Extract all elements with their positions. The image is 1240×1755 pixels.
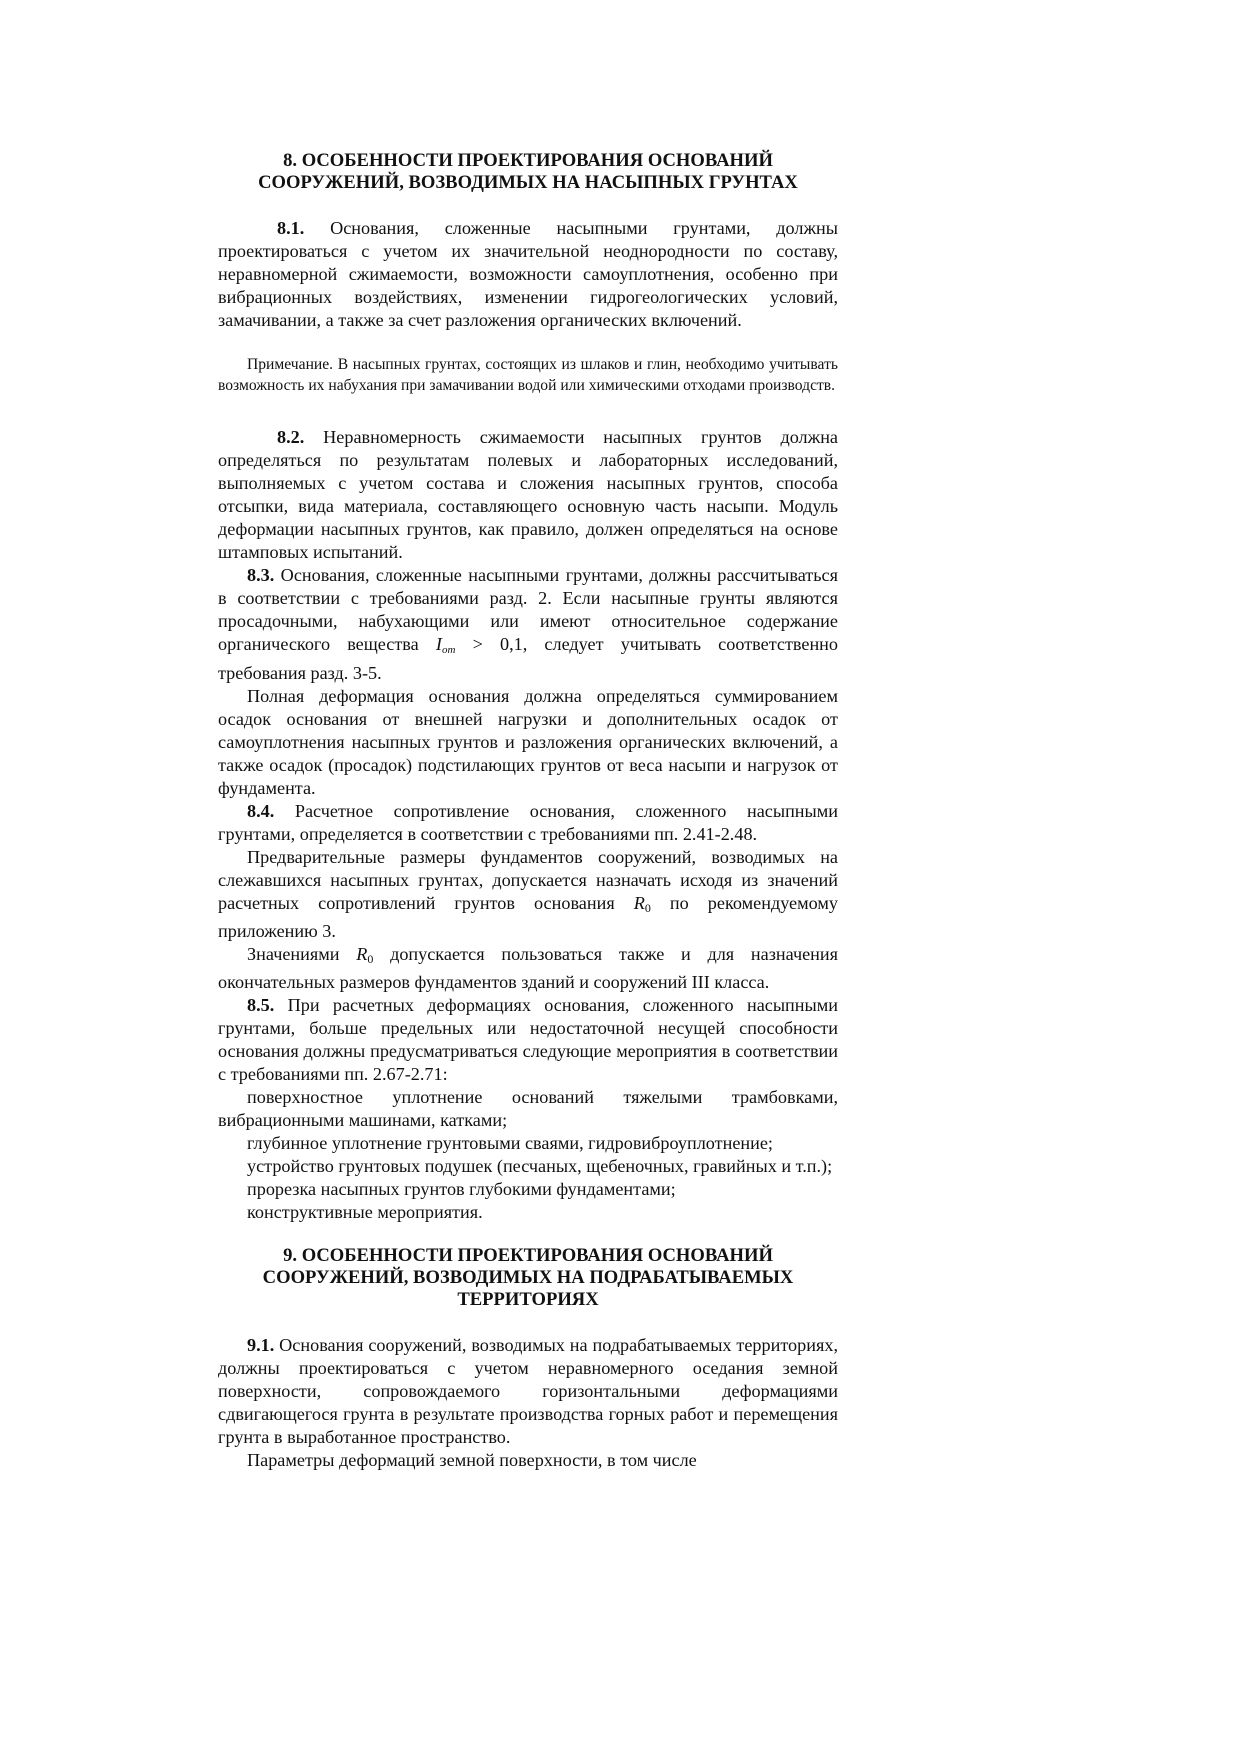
clause-text: Основания, сложенные насыпными грунтами, должны проектироваться с учетом их значительной неоднородности по составу, неравномерной сжимаемости, возможности самоуплотнения, особенно при вибрационных воздействиях, изменении гидрогеологических условий, замачивании, а также за счет разложения органических включений.	[218, 218, 838, 330]
clause-text: Неравномерность сжимаемости насыпных грунтов должна определяться по результатам полевых и лабораторных исследований, выполняемых с учетом состава и сложения насыпных грунтов, способа отсыпки, вида материала, составляющего основную часть насыпи. Модуль деформации насыпных грунтов, как правило, должен определяться на основе штамповых испытаний.	[218, 427, 838, 562]
clause-text: Расчетное сопротивление основания, сложенного насыпными грунтами, определяется в соответствии с требованиями пп. 2.41-2.48.	[218, 801, 838, 844]
variable-subscript: 0	[644, 901, 651, 915]
note-paragraph: Примечание. В насыпных грунтах, состоящих из шлаков и глин, необходимо учитывать возможность их набухания при замачивании водой или химическими отходами производств.	[218, 356, 838, 394]
paragraph-9-1-continued: Параметры деформаций земной поверхности, в том числе	[247, 1450, 697, 1470]
clause-text: > 0,1, следует учитывать соответственно требования разд. 3-5.	[218, 634, 839, 683]
measure-item: поверхностное уплотнение оснований тяжелыми трамбовками, вибрационными машинами, катками;	[218, 1087, 838, 1130]
section-8-heading: 8. ОСОБЕННОСТИ ПРОЕКТИРОВАНИЯ ОСНОВАНИЙ СООРУЖЕНИЙ, ВОЗВОДИМЫХ НА НАСЫПНЫХ ГРУНТАХ	[258, 150, 798, 193]
clause-number: 8.2.	[277, 427, 305, 447]
clause-number: 8.5.	[247, 995, 275, 1015]
clause-text: Значениями	[247, 944, 357, 964]
measure-item: устройство грунтовых подушек (песчаных, щебеночных, гравийных и т.п.);	[247, 1156, 833, 1176]
paragraph-8-4-continued-1	[218, 846, 838, 943]
variable-subscript: от	[441, 644, 456, 656]
paragraph-8-4	[218, 800, 838, 846]
clause-number: 9.1.	[247, 1335, 275, 1355]
variable-subscript: 0	[367, 952, 374, 966]
clause-number: 8.3.	[247, 565, 275, 585]
clause-number: 8.1.	[277, 218, 305, 238]
variable-symbol: R	[356, 944, 368, 964]
paragraph-8-1	[218, 217, 838, 332]
clause-text: При расчетных деформациях основания, сложенного насыпными грунтами, больше предельных или недостаточной несущей способности основания должны предусматриваться следующие мероприятия в соответствии с требованиями пп. 2.67-2.71:	[218, 995, 838, 1084]
variable-symbol: R	[633, 893, 645, 913]
clause-number: 8.4.	[247, 801, 275, 821]
measure-item: глубинное уплотнение грунтовыми сваями, гидровиброуплотнение;	[247, 1133, 773, 1153]
clause-text: Основания, сложенные насыпными грунтами, должны рассчитываться в соответствии с требованиями разд. 2. Если насыпные грунты являются просадочными, набухающими или имеют относительное содержание органического вещества	[218, 565, 838, 654]
clause-text: допускается пользоваться также и для назначения окончательных размеров фундаментов зданий и сооружений III класса.	[218, 944, 839, 992]
paragraph-8-4-continued-2	[218, 943, 838, 994]
clause-text: Предварительные размеры фундаментов сооружений, возводимых на слежавшихся насыпных грунтах, допускается назначать исходя из значений расчетных сопротивлений грунтов основания	[218, 847, 838, 913]
paragraph-8-5	[218, 994, 838, 1086]
paragraph-9-1	[218, 1334, 838, 1449]
document-page	[218, 150, 838, 1472]
clause-text: по рекомендуемому приложению 3.	[218, 893, 838, 941]
paragraph-8-2	[218, 426, 838, 564]
paragraph-8-3-continued: Полная деформация основания должна определяться суммированием осадок основания от внешней нагрузки и дополнительных осадок от самоуплотнения насыпных грунтов и разложения органических включений, а также осадок (просадок) подстилающих грунтов от веса насыпи и нагрузок от фундамента.	[218, 686, 838, 798]
paragraph-8-3	[218, 564, 838, 685]
measure-item: прорезка насыпных грунтов глубокими фундаментами;	[247, 1179, 676, 1199]
variable-symbol: I	[435, 634, 442, 654]
measure-item: конструктивные мероприятия.	[247, 1202, 483, 1222]
section-9-heading: 9. ОСОБЕННОСТИ ПРОЕКТИРОВАНИЯ ОСНОВАНИЙ СООРУЖЕНИЙ, ВОЗВОДИМЫХ НА ПОДРАБАТЫВАЕМЫХ ТЕРРИТОРИЯХ	[262, 1245, 794, 1310]
clause-text: Основания сооружений, возводимых на подрабатываемых территориях, должны проектироваться с учетом неравномерного оседания земной поверхности, сопровождаемого горизонтальными деформациями сдвигающегося грунта в результате производства горных работ и перемещения грунта в выработанное пространство.	[218, 1335, 838, 1447]
